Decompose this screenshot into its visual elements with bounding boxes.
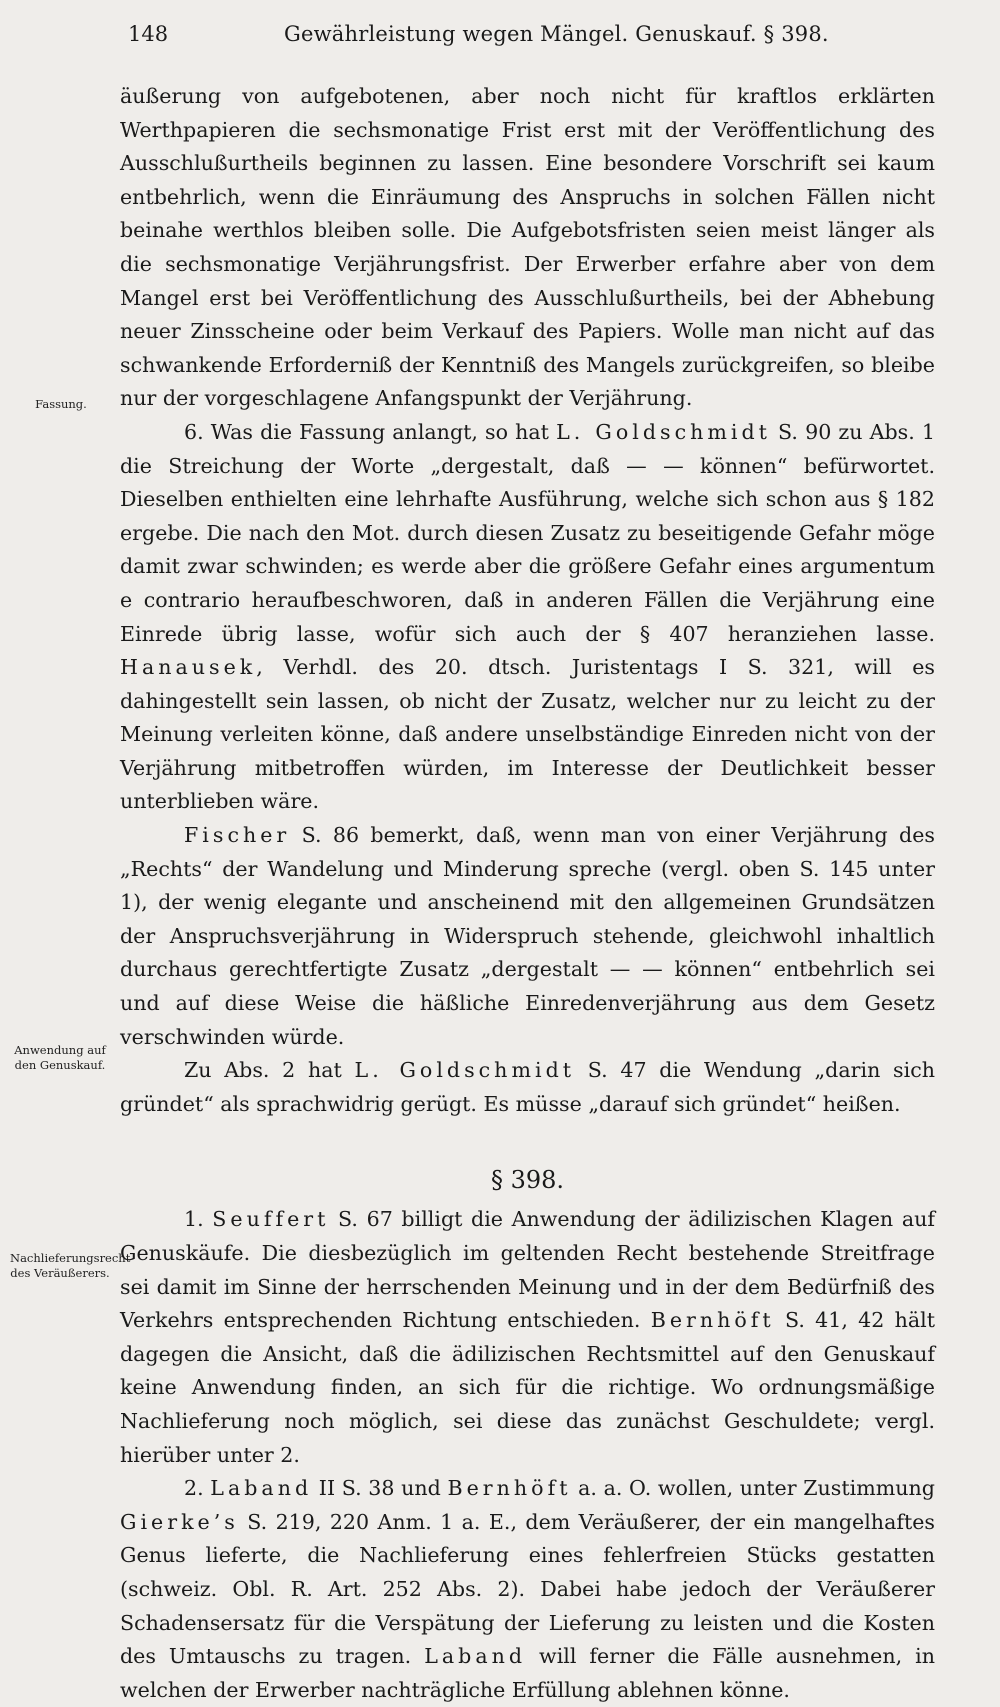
author-name: L. Goldschmidt	[556, 419, 771, 444]
paragraph-1: äußerung von aufgebotenen, aber noch nicht für kraftlos erklärten Werthpapieren die sechsmonatige Frist erst mit der Veröffentlichung des Ausschlußurtheils beginnen zu lassen. Eine besondere Vorschrift sei kaum entbehrlich, wenn die Einräumung des Anspruchs in solchen Fällen nicht beinahe werthlos bleiben solle. Die Aufgebotsfristen seien meist länger als die sechsmonatige Verjährungsfrist. Der Erwerber erfahre aber von dem Mangel erst bei Veröffentlichung des Ausschlußurtheils, bei der Abhebung neuer Zinsscheine oder beim Verkauf des Papiers. Wolle man nicht auf das schwankende Erforderniß der Kenntniß des Mangels zurückgreifen, so bleibe nur der vorgeschlagene Anfangspunkt der Verjährung.	[120, 84, 935, 411]
paragraph-398-1: 1. Seuffert S. 67 billigt die Anwendung der ädilizischen Klagen auf Genuskäufe. Die diesbezüglich im geltenden Recht bestehende Streitfrage sei damit im Sinne der herrschenden Meinung und in der dem Bedürfniß des Verkehrs entsprechenden Richtung entschieden. Bernhöft S. 41, 42 hält dagegen die Ansicht, daß die ädilizischen Rechtsmittel auf den Genuskauf keine Anwendung finden, an sich für die richtige. Wo ordnungsmäßige Nachlieferung noch möglich, sei diese das zunächst Geschuldete; vergl. hierüber unter 2.	[120, 1207, 935, 1467]
paragraph-398-2: 2. Laband II S. 38 und Bernhöft a. a. O. wollen, unter Zustimmung Gierke’s S. 219, 220 Anm. 1 a. E., dem Veräußerer, der ein mangelhaftes Genus lieferte, die Nachlieferung eines fehlerfreien Stücks gestatten (schweiz. Obl. R. Art. 252 Abs. 2). Dabei habe jedoch der Veräußerer Schadensersatz für die Verspätung der Lieferung zu leisten und die Kosten des Umtauschs zu tragen. Laband will ferner die Fälle ausnehmen, in welchen der Erwerber nachträgliche Erfüllung ablehnen könne.	[120, 1476, 935, 1702]
paragraph-fischer: Fischer S. 86 bemerkt, daß, wenn man von einer Verjährung des „Rechts“ der Wandelung und Minderung spreche (vergl. oben S. 145 unter 1), der wenig elegante und anscheinend mit den allgemeinen Grundsätzen der Anspruchsverjährung in Widerspruch stehende, gleichwohl inhaltlich durchaus gerechtfertigte Zusatz „dergestalt — — können“ entbehrlich sei und auf diese Weise die häßliche Einredenverjährung aus dem Gesetz verschwinden würde.	[120, 823, 935, 1049]
section-heading-398: § 398.	[490, 1166, 565, 1195]
paragraph-6-fassung: 6. Was die Fassung anlangt, so hat L. Goldschmidt S. 90 zu Abs. 1 die Streichung der Worte „dergestalt, daß — — können“ befürwortet. Dieselben enthielten eine lehrhafte Ausführung, welche sich schon aus § 182 ergebe. Die nach den Mot. durch diesen Zusatz zu beseitigende Gefahr möge damit zwar schwinden; es werde aber die größere Gefahr eines argumentum e contrario heraufbeschworen, daß in anderen Fällen die Verjährung eine Einrede übrig lasse, wofür sich auch der § 407 heranziehen lasse. Hanausek, Verhdl. des 20. dtsch. Juristentags I S. 321, will es dahingestellt sein lassen, ob nicht der Zusatz, welcher nur zu leicht zu der Meinung verleiten könne, daß andere unselbständige Einreden nicht von der Verjährung mitbetroffen würden, im Interesse der Deutlichkeit besser unterblieben wäre.	[120, 419, 936, 814]
author-name: Hanausek	[120, 655, 257, 680]
page-number: 148	[128, 22, 169, 46]
author-name: Laband	[210, 1476, 313, 1501]
author-name: Bernhöft	[650, 1308, 775, 1333]
margin-note-fassung: Fassung.	[35, 397, 87, 411]
author-name: Fischer	[184, 823, 291, 848]
page-header	[124, 16, 934, 56]
running-title: Gewährleistung wegen Mängel. Genuskauf. § 398.	[284, 22, 829, 46]
margin-note-nachlieferung: Nachlieferungsrecht des Veräußerers.	[10, 1251, 131, 1280]
author-name: L. Goldschmidt	[354, 1058, 576, 1083]
margin-note-anwendung: Anwendung auf den Genuskauf.	[14, 1043, 106, 1072]
paragraph-abs2: Zu Abs. 2 hat L. Goldschmidt S. 47 die Wendung „darin sich gründet“ als sprachwidrig gerügt. Es müsse „darauf sich gründet“ heißen.	[120, 1058, 936, 1116]
author-name: Laband	[424, 1644, 527, 1669]
author-name: Bernhöft	[447, 1476, 572, 1501]
body-text	[120, 80, 935, 1707]
author-name: Seuffert	[212, 1207, 330, 1232]
author-name: Gierke’s	[120, 1509, 239, 1534]
